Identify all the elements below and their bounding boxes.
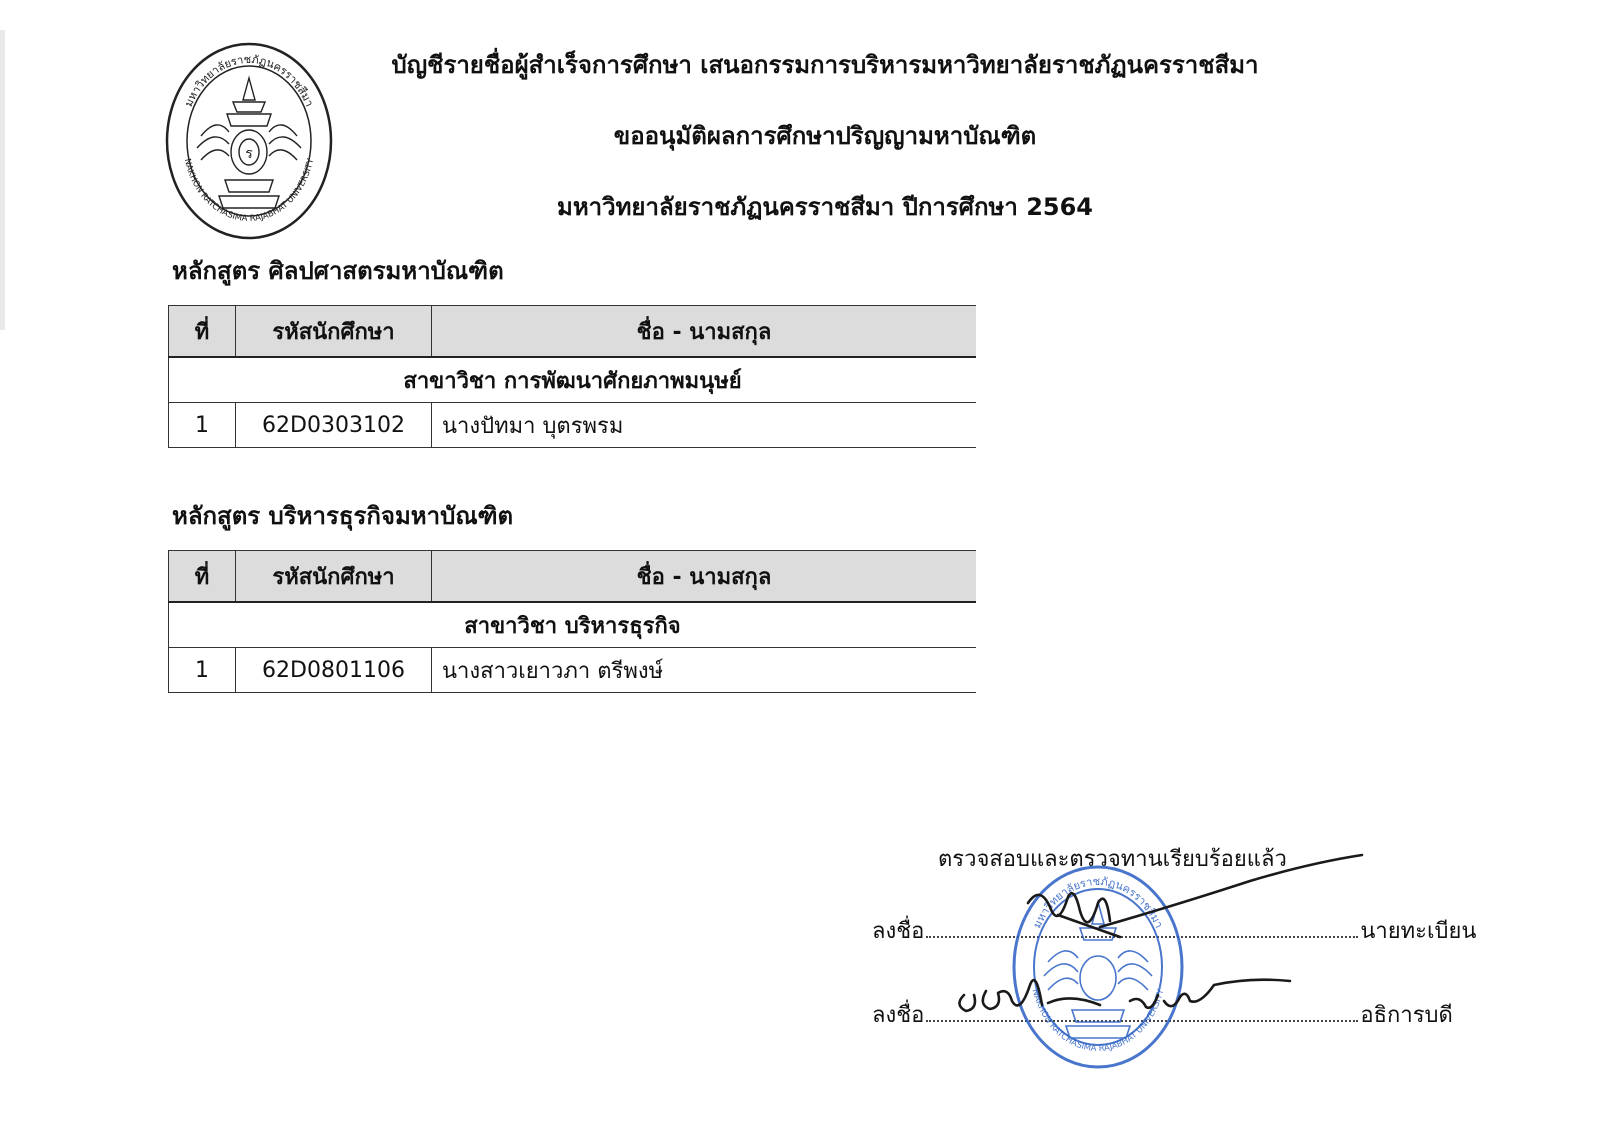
registrar-title: นายทะเบียน xyxy=(1360,919,1477,944)
table-row xyxy=(169,648,977,693)
document-subtitle: ขออนุมัติผลการศึกษาปริญญามหาบัณฑิต xyxy=(613,122,1037,150)
program-heading: หลักสูตร บริหารธุรกิจมหาบัณฑิต xyxy=(172,502,514,530)
sign-label: ลงชื่อ xyxy=(872,1003,925,1028)
student-name: นางสาวเยาวภา ตรีพงษ์ xyxy=(432,648,977,693)
president-title: อธิการบดี xyxy=(1360,1003,1453,1028)
col-header-no: ที่ xyxy=(169,306,236,358)
major-label: สาขาวิชา การพัฒนาศักยภาพมนุษย์ xyxy=(169,357,977,403)
stamp-english-text: NAKHON RATCHASIMA RAJABHAT UNIVERSITY xyxy=(1029,988,1167,1055)
student-id: 62D0801106 xyxy=(236,648,432,693)
seal-english-text: NAKHON RATCHASIMA RAJABHAT UNIVERSITY xyxy=(181,157,317,225)
certification-statement: ตรวจสอบและตรวจทานเรียบร้อยแล้ว xyxy=(938,847,1287,872)
major-row xyxy=(169,357,977,403)
col-header-student-id: รหัสนักศึกษา xyxy=(236,551,432,603)
graduate-table xyxy=(168,305,976,448)
table-header-row xyxy=(169,551,977,603)
row-number: 1 xyxy=(169,648,236,693)
major-row xyxy=(169,602,977,648)
student-id: 62D0303102 xyxy=(236,403,432,448)
col-header-student-id: รหัสนักศึกษา xyxy=(236,306,432,358)
university-stamp xyxy=(1008,862,1188,1072)
sign-label: ลงชื่อ xyxy=(872,919,925,944)
svg-text:NAKHON RATCHASIMA RAJABHAT UNI xyxy=(182,157,317,224)
document-university-year: มหาวิทยาลัยราชภัฏนครราชสีมา ปีการศึกษา 2564 xyxy=(557,193,1093,221)
row-number: 1 xyxy=(169,403,236,448)
graduate-table xyxy=(168,550,976,693)
document-title: บัญชีรายชื่อผู้สำเร็จการศึกษา เสนอกรรมการบริหารมหาวิทยาลัยราชภัฏนครราชสีมา xyxy=(391,51,1259,79)
table-header-row xyxy=(169,306,977,358)
col-header-name: ชื่อ - นามสกุล xyxy=(432,306,977,358)
seal-thai-text: มหาวิทยาลัยราชภัฏนครราชสีมา xyxy=(181,52,317,109)
university-seal-logo xyxy=(163,40,335,242)
col-header-name: ชื่อ - นามสกุล xyxy=(432,551,977,603)
table-row xyxy=(169,403,977,448)
col-header-no: ที่ xyxy=(169,551,236,603)
svg-text:ร: ร xyxy=(245,146,253,162)
scan-edge-shadow xyxy=(0,30,5,330)
major-label: สาขาวิชา บริหารธุรกิจ xyxy=(169,602,977,648)
student-name: นางปัทมา บุตรพรม xyxy=(432,403,977,448)
program-heading: หลักสูตร ศิลปศาสตรมหาบัณฑิต xyxy=(172,257,504,285)
svg-text:NAKHON RATCHASIMA RAJABHAT UNI xyxy=(1030,987,1167,1054)
stamp-thai-text: มหาวิทยาลัยราชภัฏนครราชสีมา xyxy=(1030,874,1166,931)
